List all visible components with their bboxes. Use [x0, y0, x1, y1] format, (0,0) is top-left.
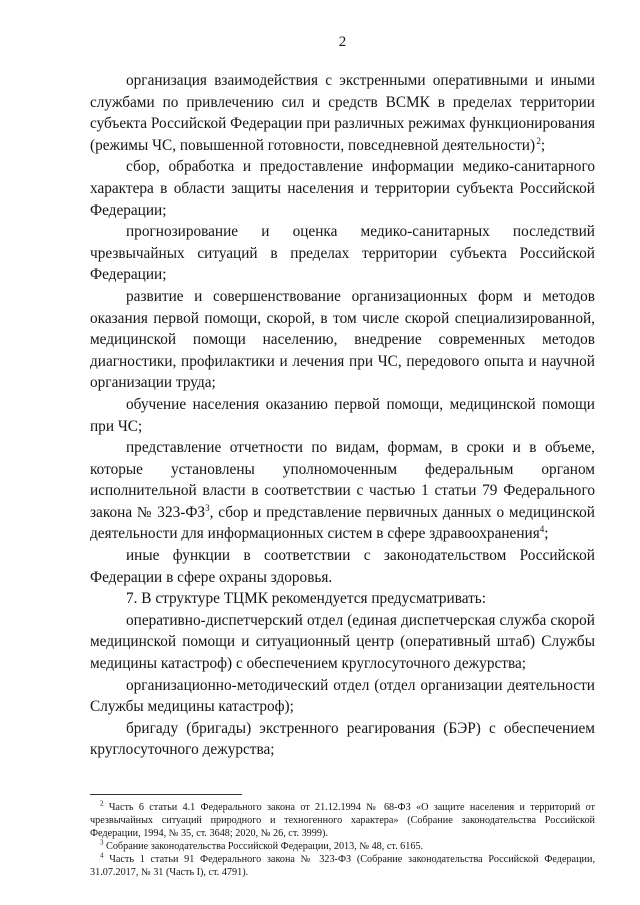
footnote-ref-3[interactable]: 3: [205, 502, 210, 513]
paragraph-development: развитие и совершенствование организационных форм и методов оказания первой помощи, скорой, в том числе скорой специализированной, медицинской помощи населению, внедрение современных методов диагностики, профилактики и лечения при ЧС, передового опыта и научной организации труда;: [90, 287, 595, 392]
paragraph-forecasting: прогнозирование и оценка медико-санитарных последствий чрезвычайных ситуаций в пределах территории субъекта Российской Федерации;: [90, 223, 595, 284]
paragraph-methodology-department: организационно-методический отдел (отдел организации деятельности Службы медицины катастроф);: [90, 676, 595, 716]
paragraph-coordination: организация взаимодействия с экстренными оперативными и иными службами по привлечению сил и средств ВСМК в пределах территории субъекта Российской Федерации при различных режимах функционирования (режимы ЧС, повышенной готовности, повседневной деятельности) $^2$;: [90, 72, 595, 154]
body-text: [90, 70, 595, 761]
footnote-ref-2[interactable]: 2: [536, 135, 541, 146]
paragraph-training: обучение населения оказанию первой помощи, медицинской помощи при ЧС;: [90, 395, 595, 435]
footnotes: [90, 801, 595, 879]
page-number: 2: [338, 34, 347, 50]
footnote-divider: [90, 794, 242, 795]
footnote-4: $^4$ Часть 1 статьи 91 Федерального закона № 323-ФЗ (Собрание законодательства Российской Федерации, 31.07.2017, № 31 (Часть I), ст. 4791).: [90, 851, 595, 878]
footnote-ref-4[interactable]: 4: [539, 524, 545, 535]
paragraph-dispatch-department: оперативно-диспетчерский отдел (единая диспетчерская служба скорой медицинской помощи и ситуационный центр (оперативный штаб) Службы медицины катастроф) с обеспечением круглосуточного дежурства;: [90, 611, 595, 673]
paragraph-section-7: 7. В структуре ТЦМК рекомендуется предусматривать:: [126, 590, 487, 608]
footnote-3: $^3$ Собрание законодательства Российской Федерации, 2013, № 48, ст. 6165.: [100, 838, 424, 852]
paragraph-emergency-teams: бригаду (бригады) экстренного реагирования (БЭР) с обеспечением круглосуточного дежурства;: [90, 719, 595, 759]
paragraph-other-functions: иные функции в соответствии с законодательством Российской Федерации в сфере охраны здоровья.: [90, 547, 595, 586]
paragraph-info-collection: сбор, обработка и предоставление информации медико-санитарного характера в области защиты населения и территории субъекта Российской Федерации;: [90, 158, 595, 219]
footnote-2: $^2$ Часть 6 статьи 4.1 Федерального закона от 21.12.1994 № 68-ФЗ «О защите населения и территорий от чрезвычайных ситуаций природного и техногенного характера» (Собрание законодательства Российской Федерации, 1994, № 35, ст. 3648; 2020, № 26, ст. 3999).: [90, 799, 595, 839]
paragraph-reporting: представление отчетности по видам, формам, в сроки и в объеме, которые установлены уполномоченным федеральным органом исполнительной власти в соответствии с частью 1 статьи 79 Федерального закона № $323-ФЗ^3$, сбор и представление первичных данных о медицинской деятельности для информационных систем в сфере здравоохранения$^4$;: [90, 439, 595, 543]
